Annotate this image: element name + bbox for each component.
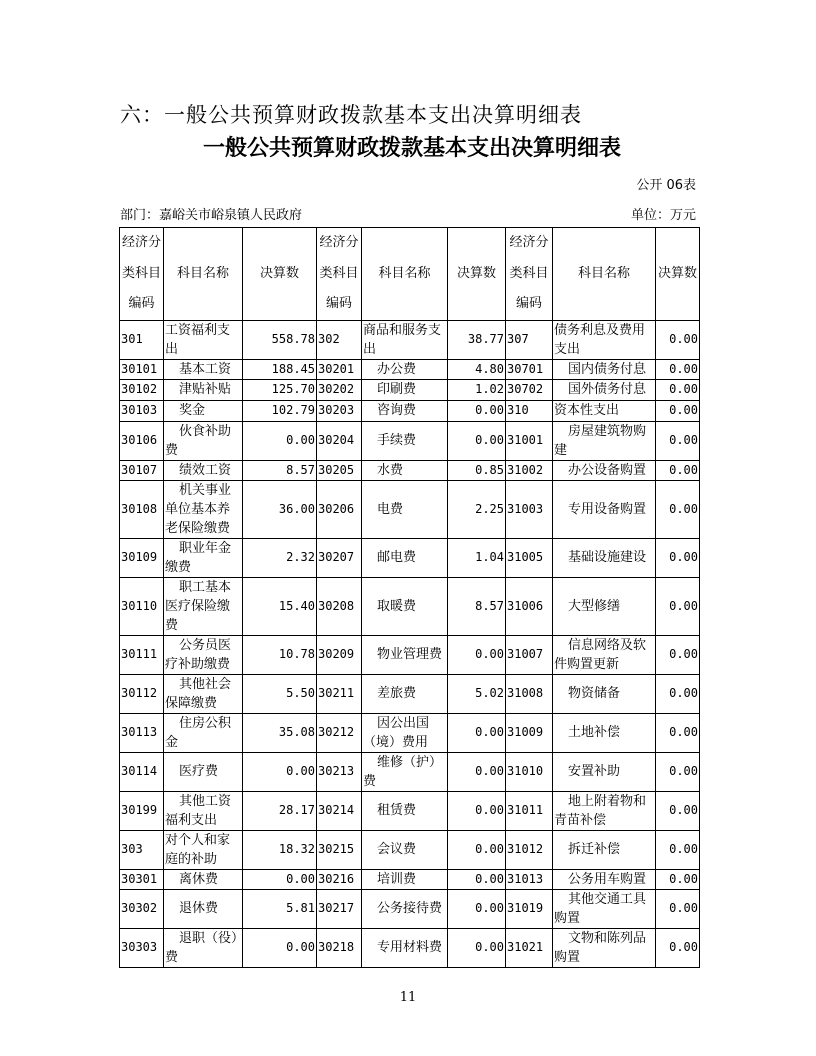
header-code-1: 经济分 类科目 编码 (120, 228, 164, 321)
cell-code: 310 (506, 400, 553, 421)
cell-amount: 558.78 (243, 320, 317, 359)
form-number: 公开 06表 (636, 178, 696, 193)
cell-name: 房屋建筑物购建 (553, 421, 656, 460)
cell-amount: 0.00 (656, 460, 700, 480)
cell-amount: 0.85 (448, 460, 506, 480)
cell-name: 退休费 (164, 889, 243, 928)
cell-amount: 0.00 (448, 830, 506, 869)
cell-name: 退职（役）费 (164, 928, 243, 967)
cell-amount: 0.00 (448, 928, 506, 967)
cell-amount: 188.45 (243, 359, 317, 379)
cell-name: 国外债务付息 (553, 379, 656, 400)
table-row (120, 320, 700, 359)
cell-amount: 0.00 (656, 713, 700, 752)
cell-code: 30303 (120, 928, 164, 967)
cell-amount: 0.00 (448, 889, 506, 928)
cell-code: 30217 (317, 889, 362, 928)
header-name-1: 科目名称 (164, 228, 243, 321)
cell-name: 奖金 (164, 400, 243, 421)
cell-name: 其他交通工具购置 (553, 889, 656, 928)
cell-amount: 36.00 (243, 480, 317, 538)
table-row (120, 869, 700, 889)
cell-code: 30109 (120, 538, 164, 577)
cell-amount: 0.00 (656, 928, 700, 967)
table-row (120, 400, 700, 421)
table-row (120, 713, 700, 752)
table-row (120, 752, 700, 791)
cell-code: 30205 (317, 460, 362, 480)
cell-amount: 0.00 (656, 869, 700, 889)
cell-code: 30702 (506, 379, 553, 400)
cell-name: 基础设施建设 (553, 538, 656, 577)
cell-code: 30204 (317, 421, 362, 460)
cell-name: 债务利息及费用支出 (553, 320, 656, 359)
table-row (120, 421, 700, 460)
cell-amount: 0.00 (656, 791, 700, 830)
page-title: 一般公共预算财政拨款基本支出决算明细表 (202, 135, 621, 161)
unit-label: 单位：万元 (630, 208, 696, 223)
cell-amount: 0.00 (448, 869, 506, 889)
cell-amount: 28.17 (243, 791, 317, 830)
cell-name: 专用设备购置 (553, 480, 656, 538)
cell-code: 302 (317, 320, 362, 359)
cell-amount: 2.25 (448, 480, 506, 538)
header-name-3: 科目名称 (553, 228, 656, 321)
cell-name: 维修（护）费 (362, 752, 448, 791)
table-row (120, 635, 700, 674)
cell-amount: 0.00 (656, 635, 700, 674)
header-amount-1: 决算数 (243, 228, 317, 321)
cell-name: 因公出国（境）费用 (362, 713, 448, 752)
cell-amount: 0.00 (243, 421, 317, 460)
cell-amount: 0.00 (656, 480, 700, 538)
header-amount-2: 决算数 (448, 228, 506, 321)
cell-code: 30701 (506, 359, 553, 379)
cell-code: 301 (120, 320, 164, 359)
cell-code: 303 (120, 830, 164, 869)
cell-code: 31010 (506, 752, 553, 791)
table-row (120, 460, 700, 480)
cell-code: 30211 (317, 674, 362, 713)
cell-name: 公务接待费 (362, 889, 448, 928)
table-row (120, 791, 700, 830)
cell-name: 电费 (362, 480, 448, 538)
cell-code: 31013 (506, 869, 553, 889)
cell-code: 30202 (317, 379, 362, 400)
cell-name: 商品和服务支出 (362, 320, 448, 359)
cell-amount: 0.00 (448, 791, 506, 830)
cell-code: 30103 (120, 400, 164, 421)
cell-code: 30213 (317, 752, 362, 791)
cell-amount: 2.32 (243, 538, 317, 577)
cell-code: 31011 (506, 791, 553, 830)
cell-name: 其他社会保障缴费 (164, 674, 243, 713)
cell-amount: 8.57 (448, 577, 506, 635)
cell-amount: 0.00 (448, 635, 506, 674)
cell-code: 30108 (120, 480, 164, 538)
table-row (120, 889, 700, 928)
cell-name: 物资储备 (553, 674, 656, 713)
cell-code: 30216 (317, 869, 362, 889)
table-row (120, 577, 700, 635)
cell-amount: 125.70 (243, 379, 317, 400)
cell-name: 租赁费 (362, 791, 448, 830)
cell-code: 30207 (317, 538, 362, 577)
cell-amount: 5.02 (448, 674, 506, 713)
cell-amount: 0.00 (656, 379, 700, 400)
cell-name: 伙食补助费 (164, 421, 243, 460)
cell-name: 办公费 (362, 359, 448, 379)
cell-amount: 0.00 (656, 421, 700, 460)
cell-code: 30201 (317, 359, 362, 379)
cell-amount: 0.00 (656, 674, 700, 713)
cell-code: 30199 (120, 791, 164, 830)
cell-code: 30107 (120, 460, 164, 480)
table-row (120, 359, 700, 379)
cell-code: 30215 (317, 830, 362, 869)
cell-amount: 0.00 (448, 713, 506, 752)
cell-name: 取暖费 (362, 577, 448, 635)
cell-amount: 0.00 (656, 889, 700, 928)
cell-code: 307 (506, 320, 553, 359)
cell-name: 土地补偿 (553, 713, 656, 752)
cell-name: 津贴补贴 (164, 379, 243, 400)
cell-amount: 15.40 (243, 577, 317, 635)
cell-code: 30101 (120, 359, 164, 379)
cell-code: 30110 (120, 577, 164, 635)
cell-code: 31001 (506, 421, 553, 460)
cell-code: 31012 (506, 830, 553, 869)
cell-code: 30113 (120, 713, 164, 752)
cell-name: 地上附着物和青苗补偿 (553, 791, 656, 830)
cell-name: 差旅费 (362, 674, 448, 713)
cell-amount: 38.77 (448, 320, 506, 359)
cell-code: 31007 (506, 635, 553, 674)
cell-name: 机关事业单位基本养老保险缴费 (164, 480, 243, 538)
table-row (120, 538, 700, 577)
cell-amount: 0.00 (243, 752, 317, 791)
cell-code: 30106 (120, 421, 164, 460)
cell-name: 职业年金缴费 (164, 538, 243, 577)
cell-name: 邮电费 (362, 538, 448, 577)
cell-code: 31006 (506, 577, 553, 635)
cell-name: 住房公积金 (164, 713, 243, 752)
cell-name: 其他工资福利支出 (164, 791, 243, 830)
cell-code: 31009 (506, 713, 553, 752)
table-header-row (120, 228, 700, 321)
table-row (120, 674, 700, 713)
header-name-2: 科目名称 (362, 228, 448, 321)
cell-code: 31003 (506, 480, 553, 538)
cell-code: 30218 (317, 928, 362, 967)
cell-name: 物业管理费 (362, 635, 448, 674)
expenditure-table (119, 227, 700, 968)
cell-name: 印刷费 (362, 379, 448, 400)
cell-code: 30209 (317, 635, 362, 674)
page-number: 11 (399, 990, 417, 1005)
cell-name: 专用材料费 (362, 928, 448, 967)
cell-name: 水费 (362, 460, 448, 480)
cell-amount: 0.00 (656, 830, 700, 869)
cell-name: 拆迁补偿 (553, 830, 656, 869)
header-amount-3: 决算数 (656, 228, 700, 321)
cell-name: 工资福利支出 (164, 320, 243, 359)
cell-code: 30208 (317, 577, 362, 635)
cell-name: 咨询费 (362, 400, 448, 421)
cell-code: 30212 (317, 713, 362, 752)
cell-amount: 0.00 (448, 400, 506, 421)
cell-amount: 102.79 (243, 400, 317, 421)
cell-amount: 0.00 (448, 752, 506, 791)
cell-amount: 1.02 (448, 379, 506, 400)
cell-code: 31008 (506, 674, 553, 713)
cell-amount: 35.08 (243, 713, 317, 752)
cell-amount: 0.00 (656, 400, 700, 421)
cell-name: 信息网络及软件购置更新 (553, 635, 656, 674)
cell-amount: 10.78 (243, 635, 317, 674)
cell-amount: 5.81 (243, 889, 317, 928)
header-code-2: 经济分 类科目 编码 (317, 228, 362, 321)
cell-name: 大型修缮 (553, 577, 656, 635)
cell-amount: 0.00 (243, 869, 317, 889)
cell-amount: 1.04 (448, 538, 506, 577)
table-row (120, 480, 700, 538)
cell-code: 30203 (317, 400, 362, 421)
cell-code: 31019 (506, 889, 553, 928)
table-row (120, 379, 700, 400)
cell-code: 30114 (120, 752, 164, 791)
cell-amount: 4.80 (448, 359, 506, 379)
cell-name: 职工基本医疗保险缴费 (164, 577, 243, 635)
cell-code: 30111 (120, 635, 164, 674)
cell-name: 培训费 (362, 869, 448, 889)
cell-amount: 0.00 (448, 421, 506, 460)
cell-name: 绩效工资 (164, 460, 243, 480)
header-code-3: 经济分 类科目 编码 (506, 228, 553, 321)
cell-code: 31021 (506, 928, 553, 967)
cell-code: 30302 (120, 889, 164, 928)
cell-name: 对个人和家庭的补助 (164, 830, 243, 869)
cell-amount: 0.00 (656, 577, 700, 635)
cell-code: 30206 (317, 480, 362, 538)
cell-name: 国内债务付息 (553, 359, 656, 379)
cell-code: 31002 (506, 460, 553, 480)
cell-code: 30112 (120, 674, 164, 713)
cell-amount: 8.57 (243, 460, 317, 480)
cell-name: 基本工资 (164, 359, 243, 379)
cell-code: 30301 (120, 869, 164, 889)
cell-name: 医疗费 (164, 752, 243, 791)
cell-amount: 0.00 (656, 538, 700, 577)
cell-amount: 0.00 (656, 752, 700, 791)
cell-name: 会议费 (362, 830, 448, 869)
cell-amount: 0.00 (656, 320, 700, 359)
cell-name: 手续费 (362, 421, 448, 460)
cell-name: 公务员医疗补助缴费 (164, 635, 243, 674)
department-label: 部门：嘉峪关市峪泉镇人民政府 (120, 208, 303, 223)
cell-code: 30102 (120, 379, 164, 400)
cell-name: 办公设备购置 (553, 460, 656, 480)
section-heading: 六：一般公共预算财政拨款基本支出决算明细表 (120, 103, 582, 127)
cell-amount: 0.00 (243, 928, 317, 967)
cell-name: 文物和陈列品购置 (553, 928, 656, 967)
table-row (120, 830, 700, 869)
cell-amount: 0.00 (656, 359, 700, 379)
cell-name: 资本性支出 (553, 400, 656, 421)
cell-amount: 18.32 (243, 830, 317, 869)
table-row (120, 928, 700, 967)
cell-code: 30214 (317, 791, 362, 830)
cell-name: 公务用车购置 (553, 869, 656, 889)
cell-code: 31005 (506, 538, 553, 577)
cell-name: 离休费 (164, 869, 243, 889)
cell-amount: 5.50 (243, 674, 317, 713)
cell-name: 安置补助 (553, 752, 656, 791)
